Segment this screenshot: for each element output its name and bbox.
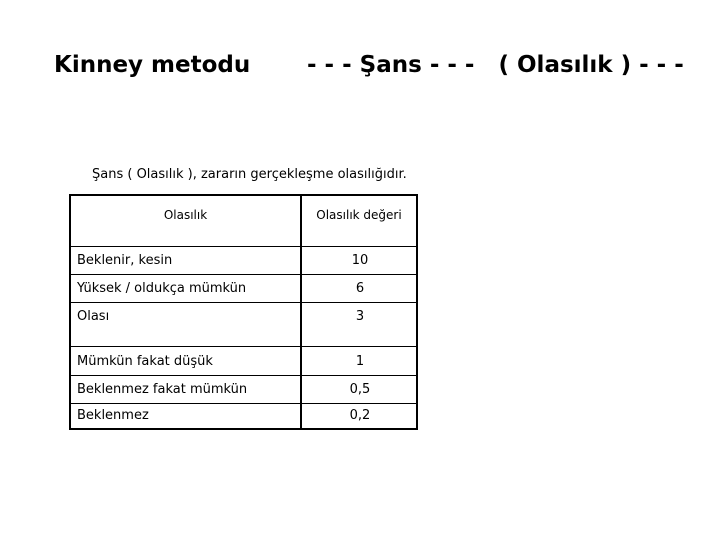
row-value: 0,5 <box>301 376 417 404</box>
row-label: Yüksek / oldukça mümkün <box>70 275 301 303</box>
column-header-probability-value: Olasılık değeri <box>301 195 417 247</box>
row-label: Beklenmez fakat mümkün <box>70 376 301 404</box>
row-value: 10 <box>301 247 417 275</box>
row-value: 6 <box>301 275 417 303</box>
row-value: 0,2 <box>301 404 417 430</box>
table-row <box>70 347 417 376</box>
page-title: Kinney metodu <box>54 52 251 78</box>
row-value: 1 <box>301 347 417 376</box>
table-row <box>70 247 417 275</box>
row-label: Mümkün fakat düşük <box>70 347 301 376</box>
row-label: Beklenir, kesin <box>70 247 301 275</box>
table-header-row <box>70 195 417 247</box>
column-header-probability: Olasılık <box>70 195 301 247</box>
row-label: Beklenmez <box>70 404 301 430</box>
table-row <box>70 404 417 430</box>
table-row <box>70 376 417 404</box>
probability-table <box>69 194 418 430</box>
description-text: Şans ( Olasılık ), zararın gerçekleşme olasılığıdır. <box>92 167 407 182</box>
section-heading: - - - Şans - - - ( Olasılık ) - - - <box>307 52 684 78</box>
row-label: Olası <box>70 303 301 347</box>
row-value: 3 <box>301 303 417 347</box>
table-row <box>70 303 417 347</box>
table-row <box>70 275 417 303</box>
